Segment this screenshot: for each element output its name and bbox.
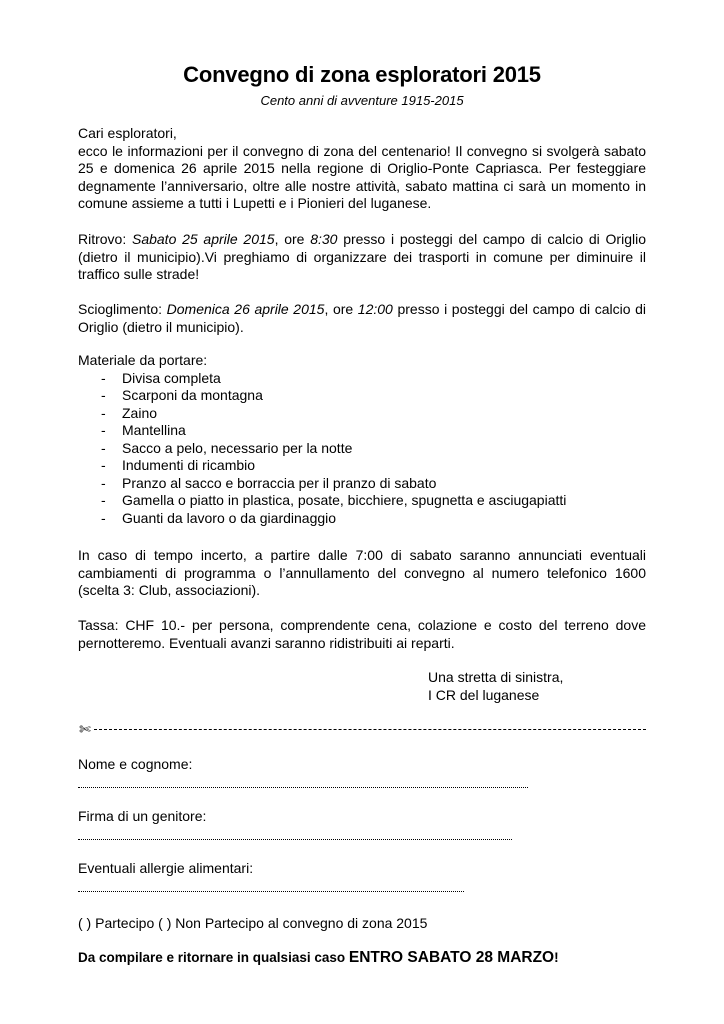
ritrovo-day: Sabato 25 aprile 2015 <box>131 231 275 247</box>
ritrovo-label: Ritrovo: <box>78 231 127 247</box>
document-title: Convegno di zona esploratori 2015 <box>183 62 541 87</box>
material-heading-row <box>78 352 646 370</box>
greeting: Cari esploratori, <box>78 125 177 141</box>
list-item-text: Sacco a pelo, necessario per la notte <box>122 439 353 456</box>
allergies-field-label: Eventuali allergie alimentari: <box>78 860 254 876</box>
cut-line <box>78 719 646 739</box>
list-item: - Sacco a pelo, necessario per la notte <box>101 439 353 456</box>
list-item: - Guanti da lavoro o da giardinaggio <box>101 509 337 526</box>
closing-line1: Una stretta di sinistra, <box>428 669 564 685</box>
list-item: - Zaino <box>101 404 158 421</box>
document-subtitle: Cento anni di avventure 1915-2015 <box>260 93 464 108</box>
list-item-text: Divisa completa <box>122 369 221 386</box>
tempo-paragraph: In caso di tempo incerto, a partire dalle 7:00 di sabato saranno annunciati eventuali cambiamenti di programma o l’annullamento del convegno al numero telefonico 1600 (scelta 3: Club, associazioni). <box>78 547 646 598</box>
name-field[interactable] <box>78 787 528 788</box>
ritrovo-paragraph <box>78 231 646 284</box>
scioglimento-day: Domenica 26 aprile 2015 <box>166 301 325 317</box>
list-item: - Indumenti di ricambio <box>101 457 256 473</box>
list-item-text: Scarponi da montagna <box>122 387 263 403</box>
list-item: - Mantellina <box>101 422 186 438</box>
scioglimento-paragraph <box>78 301 646 336</box>
material-list <box>78 352 646 527</box>
material-heading: Materiale da portare: <box>78 352 208 368</box>
list-item-text: Guanti da lavoro o da giardinaggio <box>122 509 337 526</box>
ritrovo-sep: , ore <box>274 231 305 247</box>
final-deadline: ENTRO SABATO 28 MARZO <box>348 949 555 966</box>
list-item-text: Indumenti di ricambio <box>122 457 256 473</box>
closing-line2: I CR del luganese <box>428 687 540 703</box>
list-item: - Divisa completa <box>101 369 221 386</box>
list-item: - Gamella o piatto in plastica, posate, bicchiere, spugnetta e asciugapiatti <box>101 492 567 508</box>
scioglimento-sep: , ore <box>324 301 354 317</box>
signature-field-label: Firma di un genitore: <box>78 808 207 824</box>
final-text: Da compilare e ritornare in qualsiasi caso <box>78 950 349 965</box>
scissors-icon: ✄ <box>79 721 91 737</box>
return-deadline-notice <box>78 949 559 967</box>
intro-paragraph <box>78 125 646 213</box>
ritrovo-rest: presso i posteggi del campo di calcio di Origlio (dietro il municipio).Vi preghiamo di organizzare dei trasporti in comune per diminuire il traffico sulle strade! <box>78 231 646 282</box>
dashed-separator <box>94 729 646 730</box>
name-field-label: Nome e cognome: <box>78 756 193 772</box>
list-item: - Pranzo al sacco e borraccia per il pranzo di sabato <box>101 474 437 491</box>
scioglimento-rest: presso i posteggi del campo di calcio di Origlio (dietro il municipio). <box>78 301 647 335</box>
final-end: ! <box>554 950 559 965</box>
list-item-text: Mantellina <box>122 422 186 438</box>
scioglimento-label: Scioglimento: <box>78 301 163 317</box>
closing-signature <box>428 668 563 704</box>
participation-choice[interactable]: ( ) Partecipo ( ) Non Partecipo al convegno di zona 2015 <box>78 915 428 931</box>
list-item: - Scarponi da montagna <box>101 387 263 403</box>
ritrovo-time: 8:30 <box>310 231 338 247</box>
intro-body: ecco le informazioni per il convegno di zona del centenario! Il convegno si svolgerà sabato 25 e domenica 26 aprile 2015 nella regione di Origlio-Ponte Capriasca. Per festeggiare degnamente l’anniversario, oltre alle nostre attività, sabato mattina ci sarà un momento in comune assieme a tutti i Lupetti e i Pionieri del luganese. <box>78 142 646 211</box>
scioglimento-time: 12:00 <box>357 301 393 317</box>
signature-field[interactable] <box>78 839 512 840</box>
list-item-text: Gamella o piatto in plastica, posate, bicchiere, spugnetta e asciugapiatti <box>122 492 567 508</box>
list-item-text: Zaino <box>122 404 158 421</box>
tassa-paragraph: Tassa: CHF 10.- per persona, comprendente cena, colazione e costo del terreno dove pernotteremo. Eventuali avanzi saranno ridistribuiti ai reparti. <box>78 617 646 651</box>
allergies-field[interactable] <box>78 891 464 892</box>
list-item-text: Pranzo al sacco e borraccia per il pranzo di sabato <box>122 474 437 491</box>
